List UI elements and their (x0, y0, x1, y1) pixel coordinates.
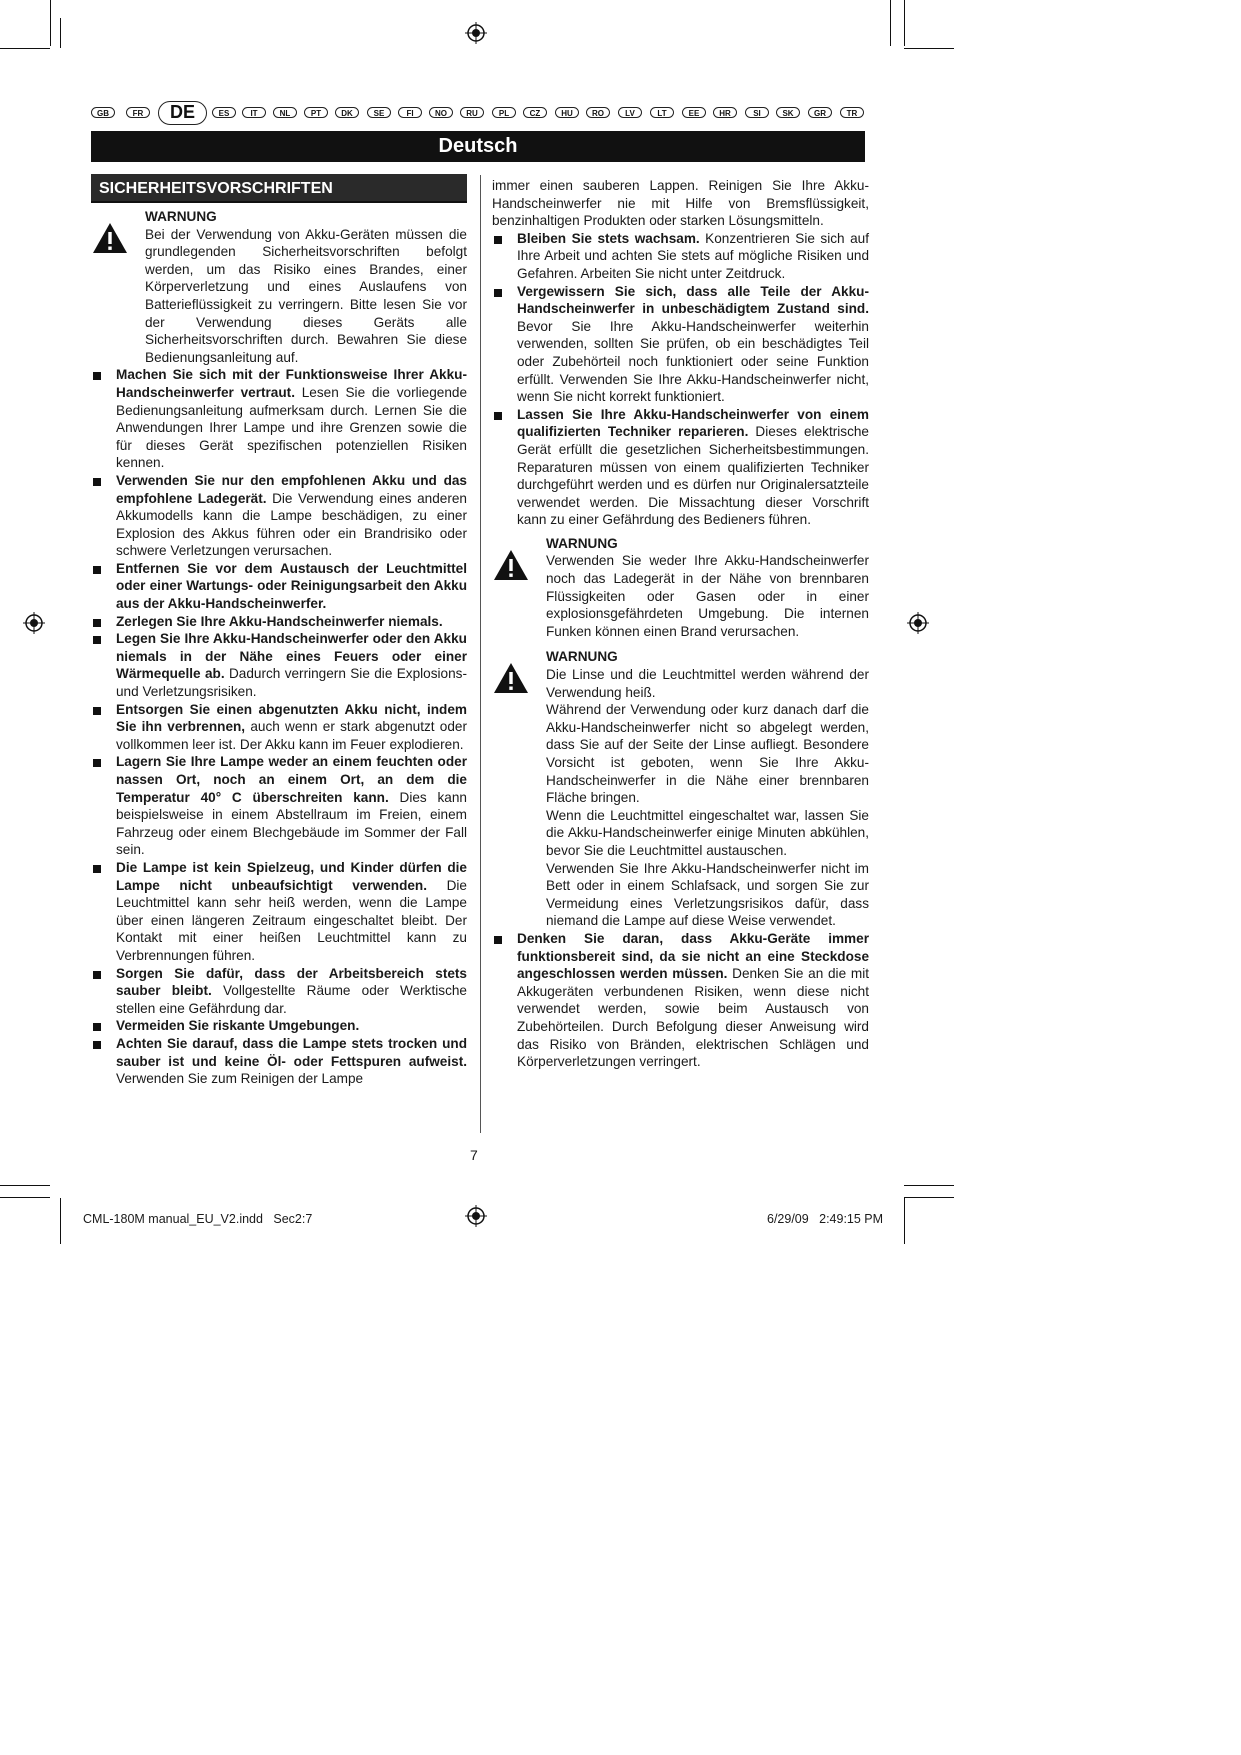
bullet-text: Verwenden Sie zum Reinigen der Lampe (116, 1071, 364, 1087)
crop-mark (890, 0, 891, 46)
list-item (91, 753, 467, 859)
crop-mark (0, 1185, 50, 1186)
bullet-icon (93, 1041, 101, 1049)
registration-mark-icon (23, 612, 45, 634)
crop-mark (0, 48, 50, 49)
bullet-lead: Lassen Sie Ihre Akku-Handscheinwerfer von einem qualifizierten Techniker reparieren. (517, 406, 869, 440)
bullet-icon (93, 478, 101, 486)
bullet-text: Bevor Sie Ihre Akku-Handscheinwerfer weiterhin verwenden, sollten Sie prüfen, ob ein beschädigtes Teil oder Zubehörteil noch funktioniert oder seine Funktion erfüllt. Verwenden Sie Ihre Akku-Handscheinwerfer nicht, wenn Sie nicht korrekt funktioniert. (517, 318, 869, 405)
bullet-lead: Bleiben Sie stets wachsam. (517, 230, 700, 246)
lang-gr[interactable]: GR (808, 107, 832, 118)
registration-mark-icon (907, 612, 929, 634)
list-item (91, 965, 467, 1018)
lang-lt[interactable]: LT (650, 107, 674, 118)
crop-mark (60, 1198, 61, 1244)
warning-text: Während der Verwendung oder kurz danach darf die Akku-Handscheinwerfer nicht so abgelegt werden, dass Sie auf der Seite der Linse aufliegt. Besondere Vorsicht ist geboten, wenn Sie Ihre Akku-Handscheinwerfer in die Nähe einer brennbaren Fläche bringen. (546, 702, 869, 806)
warning-text: Verwenden Sie weder Ihre Akku-Handscheinwerfer noch das Ladegerät in der Nähe von brennbaren Flüssigkeiten oder Gasen oder in einer explosionsgefährdeten Umgebung. Die internen Funken können einen Brand verursachen. (546, 553, 869, 639)
bullet-lead: Sorgen Sie dafür, dass der Arbeitsbereich stets sauber bleibt. (116, 965, 467, 999)
lang-lv[interactable]: LV (618, 107, 642, 118)
lang-dk[interactable]: DK (335, 107, 359, 118)
registration-mark-icon (465, 1205, 487, 1227)
lang-hr[interactable]: HR (713, 107, 737, 118)
warning-block (492, 648, 869, 930)
warning-icon (493, 662, 529, 694)
bullet-lead: Legen Sie Ihre Akku-Handscheinwerfer oder den Akku niemals in der Nähe eines Feuers oder einer Wärmequelle ab. (116, 631, 467, 682)
crop-mark (0, 1197, 50, 1198)
warning-block (91, 208, 467, 366)
bullet-text: Lesen Sie die vorliegende Bedienungsanleitung aufmerksam durch. Lernen Sie die Anwendungen Ihrer Lampe und ihre Grenzen sowie die für dieses Gerät spezifischen potenziellen Risiken kennen. (116, 384, 468, 471)
bullet-text: Die Verwendung eines anderen Akkumodells kann die Lampe beschädigen, zu einer Explosion des Akkus führen oder ein Brandrisiko oder schwere Verletzungen verursachen. (116, 490, 467, 559)
bullet-text: Konzentrieren Sie sich auf Ihre Arbeit und achten Sie stets auf mögliche Risiken und Gefahren. Arbeiten Sie nicht unter Zeitdruck. (517, 230, 869, 281)
lang-se[interactable]: SE (367, 107, 391, 118)
bullet-lead: Entfernen Sie vor dem Austausch der Leuchtmittel oder einer Wartungs- oder Reinigungsarbeit den Akku aus der Akku-Handscheinwerfer. (116, 560, 467, 612)
warning-text: Wenn die Leuchtmittel eingeschaltet war, lassen Sie die Akku-Handscheinwerfer einige Minuten abkühlen, bevor Sie die Leuchtmittel austauschen. (546, 807, 869, 858)
bullet-icon (494, 236, 502, 244)
bullet-text: auch wenn er stark abgenutzt oder vollkommen leer ist. Der Akku kann im Feuer explodieren. (116, 719, 467, 752)
warning-text: Die Linse und die Leuchtmittel werden während der Verwendung heiß. (546, 667, 869, 700)
crop-mark (904, 1197, 954, 1198)
bullet-icon (494, 412, 502, 420)
list-item (91, 472, 467, 560)
bullet-icon (93, 971, 101, 979)
warning-icon (92, 222, 128, 254)
section-heading: SICHERHEITSVORSCHRIFTEN (91, 174, 467, 203)
bullet-icon (93, 707, 101, 715)
bullet-icon (93, 759, 101, 767)
footer-file-info: CML-180M manual_EU_V2.indd Sec2:7 (83, 1212, 313, 1226)
bullet-lead: Vergewissern Sie sich, dass alle Teile der Akku-Handscheinwerfer in unbeschädigtem Zustand sind. (517, 283, 869, 317)
bullet-icon (93, 636, 101, 644)
bullet-text: Die Leuchtmittel kann sehr heiß werden, wenn die Lampe über einen längeren Zeitraum eingeschaltet bleibt. Der Kontakt mit einer heißen Leuchtmittel kann zu Verbrennungen führen. (116, 877, 467, 963)
lang-tr[interactable]: TR (840, 107, 864, 118)
bullet-icon (93, 1023, 101, 1031)
bullet-icon (494, 936, 502, 944)
lang-de[interactable]: DE (158, 101, 207, 125)
list-item (91, 366, 467, 472)
list-item (492, 406, 869, 529)
bullet-text: Vollgestellte Räume oder Werktische stellen eine Gefährdung dar. (116, 983, 467, 1016)
bullet-lead: Vermeiden Sie riskante Umgebungen. (116, 1018, 360, 1034)
bullet-icon (93, 619, 101, 627)
bullet-lead: Denken Sie daran, dass Akku-Geräte immer funktionsbereit sind, da sie nicht an eine Steckdose angeschlossen werden müssen. (517, 930, 869, 982)
list-item (91, 630, 467, 700)
bullet-lead: Die Lampe ist kein Spielzeug, und Kinder dürfen die Lampe nicht unbeaufsichtigt verwenden. (116, 859, 467, 893)
lang-nl[interactable]: NL (273, 107, 297, 118)
list-item (91, 701, 467, 754)
bullet-text: Dies kann beispielsweise in einem Abstellraum im Freien, einem Fahrzeug oder einem Blechgebäude im Sommer der Fall sein. (116, 789, 467, 858)
bullet-icon (93, 865, 101, 873)
crop-mark (904, 48, 954, 49)
lang-ru[interactable]: RU (460, 107, 484, 118)
language-selector (91, 101, 881, 123)
registration-mark-icon (465, 22, 487, 44)
list-item (91, 613, 467, 631)
bullet-icon (93, 566, 101, 574)
warning-title: WARNUNG (546, 535, 618, 551)
list-item (492, 230, 869, 283)
crop-mark (904, 0, 905, 46)
page-number: 7 (470, 1147, 478, 1163)
lang-cz[interactable]: CZ (523, 107, 547, 118)
lang-es[interactable]: ES (212, 107, 236, 118)
lang-pt[interactable]: PT (304, 107, 328, 118)
lang-no[interactable]: NO (429, 107, 453, 118)
lang-it[interactable]: IT (242, 107, 266, 118)
lang-pl[interactable]: PL (492, 107, 516, 118)
lang-sk[interactable]: SK (776, 107, 800, 118)
lang-si[interactable]: SI (745, 107, 769, 118)
lang-gb[interactable]: GB (91, 107, 115, 118)
warning-block (492, 535, 869, 641)
bullet-lead: Verwenden Sie nur den empfohlenen Akku und das empfohlene Ladegerät. (116, 472, 467, 506)
lang-hu[interactable]: HU (555, 107, 579, 118)
crop-mark (904, 1185, 954, 1186)
list-item (91, 1035, 467, 1088)
page-title: Deutsch (91, 131, 865, 162)
list-item (492, 930, 869, 1071)
bullet-icon (93, 372, 101, 380)
bullet-lead: Machen Sie sich mit der Funktionsweise Ihrer Akku-Handscheinwerfer vertraut. (116, 367, 467, 400)
warning-text: Bei der Verwendung von Akku-Geräten müssen die grundlegenden Sicherheitsvorschriften befolgt werden, um das Risiko eines Brandes, einer Körperverletzung und eines Auslaufens von Batterieflüssigkeit zu verringern. Bitte lesen Sie vor der Verwendung dieses Geräts alle Sicherheitsvorschriften durch. Bewahren Sie diese Bedienungsanleitung auf. (145, 226, 467, 365)
column-divider (480, 175, 481, 1133)
bullet-lead: Entsorgen Sie einen abgenutzten Akku nicht, indem Sie ihn verbrennen, (116, 701, 467, 735)
footer-timestamp: 6/29/09 2:49:15 PM (767, 1212, 884, 1226)
bullet-text: Denken Sie an die mit Akkugeräten verbundenen Risiken, wenn diese nicht verwendet werden, sowie beim Austausch von Zubehörteilen. Durch Befolgung dieser Anweisung wird das Risiko von Bränden, elektrischen Schlägen und Körperverletzungen verringert. (517, 966, 869, 1070)
right-column (492, 177, 869, 1071)
lang-fi[interactable]: FI (398, 107, 422, 118)
bullet-text: Dadurch verringern Sie die Explosions- und Verletzungsrisiken. (116, 666, 467, 700)
lang-ro[interactable]: RO (586, 107, 610, 118)
crop-mark (60, 18, 61, 48)
bullet-lead: Achten Sie darauf, dass die Lampe stets trocken und sauber ist und keine Öl- oder Fettspuren aufweist. (116, 1035, 467, 1069)
crop-mark (904, 1198, 905, 1244)
bullet-icon (494, 289, 502, 297)
list-item (91, 859, 467, 965)
bullet-lead: Lagern Sie Ihre Lampe weder an einem feuchten oder nassen Ort, noch an einem Ort, an dem die Temperatur 40° C überschreiten kann. (116, 754, 467, 805)
warning-title: WARNUNG (145, 209, 217, 224)
warning-text: Verwenden Sie Ihre Akku-Handscheinwerfer nicht im Bett oder in einem Schlafsack, und sorgen Sie zur Vermeidung eines Verletzungsrisikos dafür, dass niemand die Lampe auf diese Weise verwendet. (546, 860, 869, 929)
lang-fr[interactable]: FR (126, 107, 150, 118)
list-item (91, 1017, 467, 1035)
continued-text: immer einen sauberen Lappen. Reinigen Sie Ihre Akku-Handscheinwerfer nie mit Hilfe von Bremsflüssigkeit, benzinhaltigen Produkten oder starken Lösungsmitteln. (492, 178, 869, 229)
list-item (91, 560, 467, 613)
bullet-lead: Zerlegen Sie Ihre Akku-Handscheinwerfer niemals. (116, 613, 443, 629)
left-column (91, 208, 467, 1088)
warning-title: WARNUNG (546, 649, 618, 665)
bullet-text: Dieses elektrische Gerät erfüllt die gesetzlichen Sicherheitsbestimmungen. Reparaturen müssen von einem qualifizierten Techniker durchgeführt werden und es dürfen nur Originalersatzteile verwendet werden. Die Missachtung dieser Vorschrift kann zu einer Gefährdung des Bedieners führen. (517, 424, 869, 528)
lang-ee[interactable]: EE (682, 107, 706, 118)
crop-mark (50, 0, 51, 46)
list-item (492, 283, 869, 406)
warning-icon (493, 549, 529, 581)
